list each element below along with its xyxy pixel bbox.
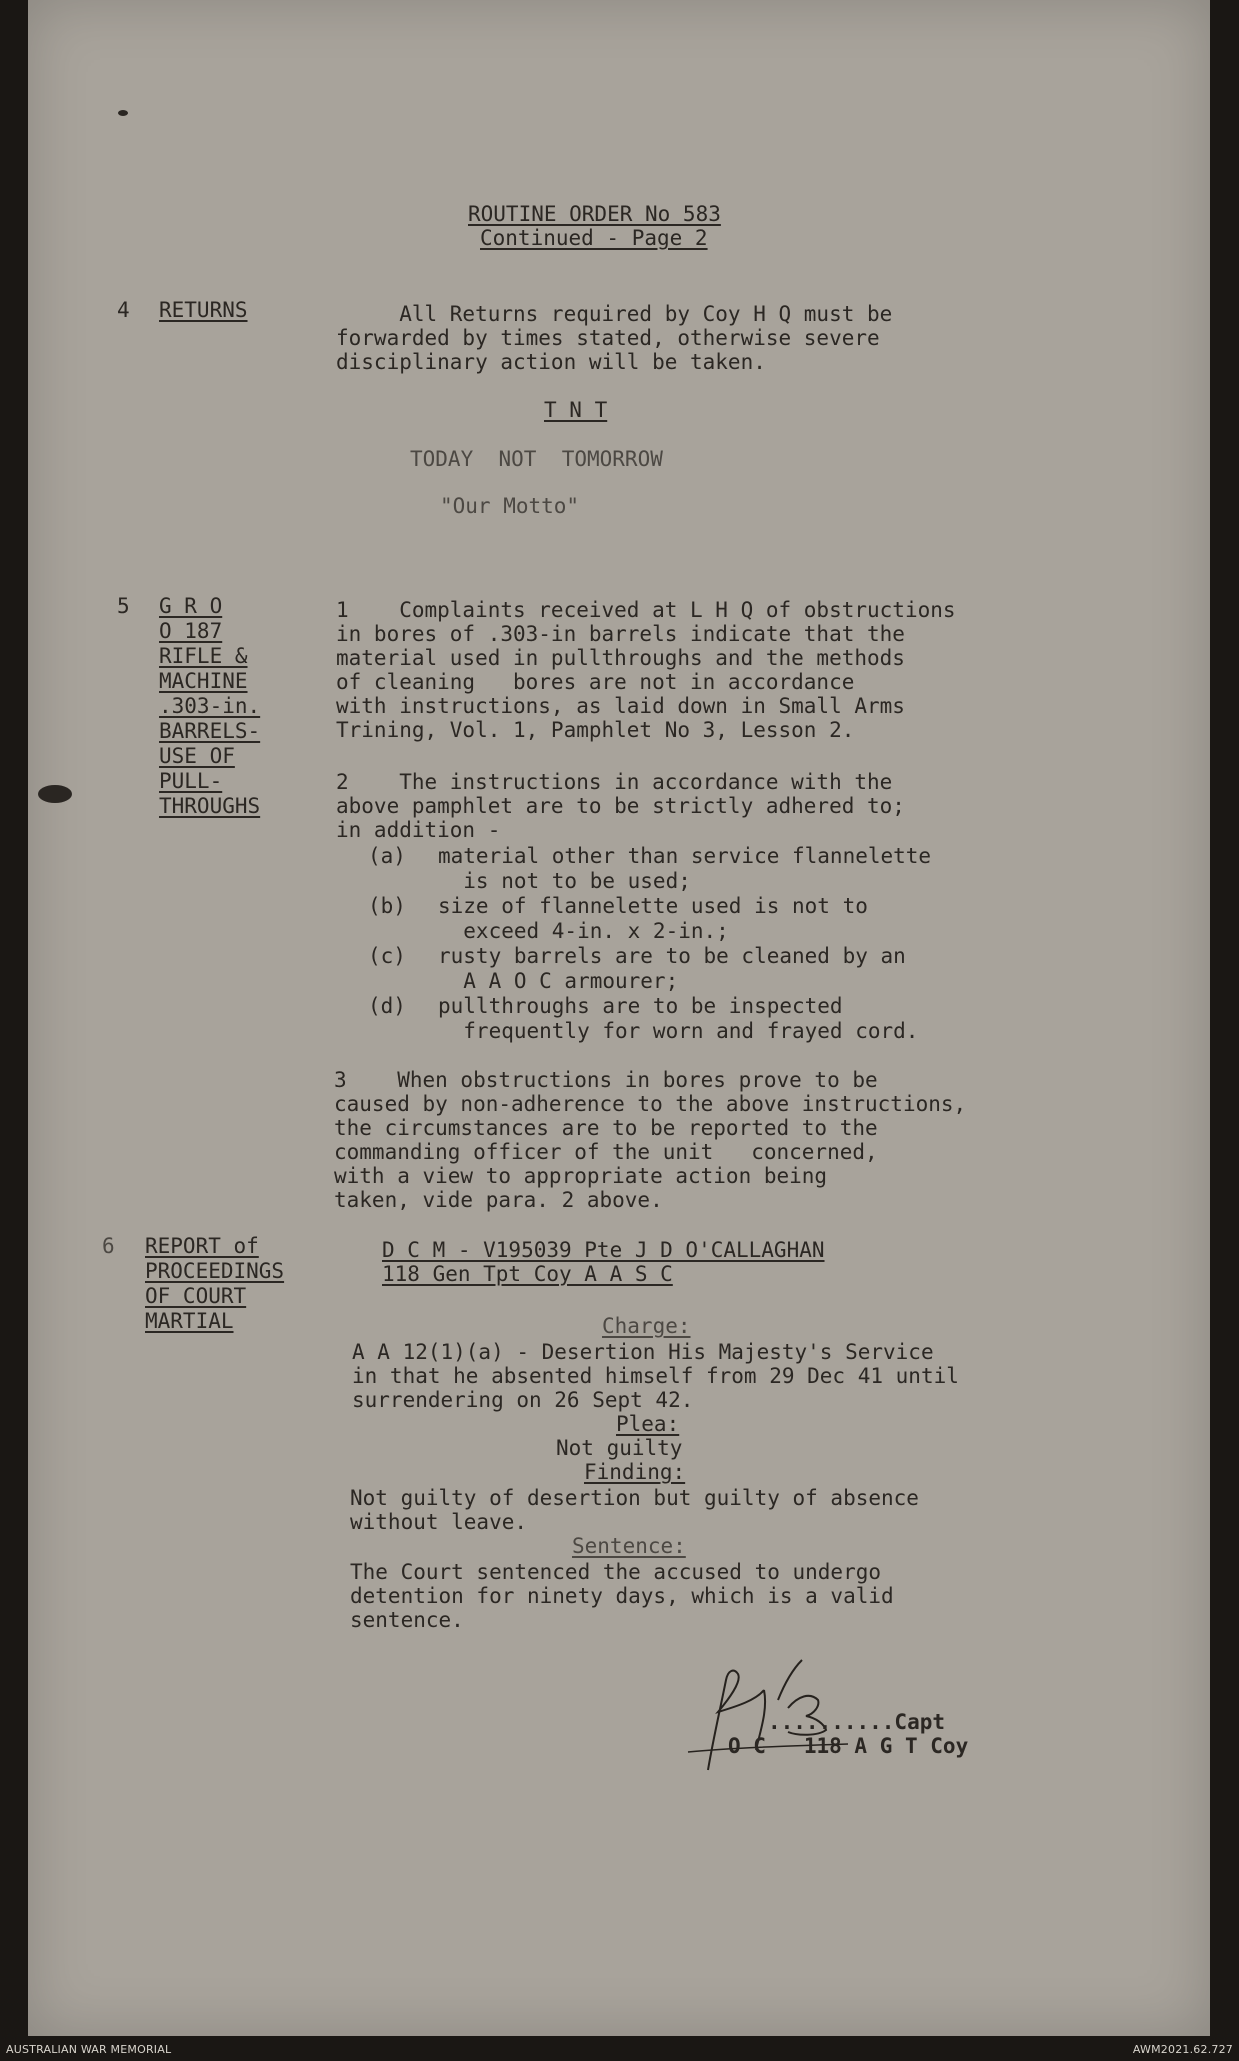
- body-line: material used in pullthroughs and the methods: [336, 646, 905, 670]
- subitem-line: A A O C armourer;: [438, 969, 679, 993]
- heading-line: REPORT of: [145, 1234, 259, 1258]
- heading-line: O 187: [159, 619, 223, 643]
- heading-line: G R O: [159, 594, 223, 618]
- heading-line: MARTIAL: [145, 1309, 234, 1333]
- body-line: caused by non-adherence to the above instructions,: [334, 1092, 967, 1116]
- body-line: the circumstances are to be reported to the: [334, 1116, 878, 1140]
- item-4-number: 4: [117, 298, 130, 322]
- sentence-line: sentence.: [350, 1608, 464, 1632]
- signature-rank: ..........Capt: [768, 1710, 946, 1734]
- item-5-number: 5: [117, 594, 130, 618]
- footer-right: AWM2021.62.727: [1132, 2043, 1233, 2056]
- charge-line: surrendering on 26 Sept 42.: [352, 1388, 694, 1412]
- tnt-heading: T N T: [544, 398, 608, 422]
- footer-left: AUSTRALIAN WAR MEMORIAL: [6, 2043, 172, 2056]
- heading-line: USE OF: [159, 744, 235, 768]
- heading-line: .303-in.: [159, 694, 261, 718]
- subitem-label: (b): [368, 894, 406, 918]
- tnt-expansion: TODAY NOT TOMORROW: [410, 447, 663, 471]
- body-line: with instructions, as laid down in Small Arms: [336, 694, 905, 718]
- subitem-line: is not to be used;: [438, 869, 691, 893]
- ink-mark: [118, 110, 128, 116]
- body-line: in bores of .303-in barrels indicate that the: [336, 622, 905, 646]
- body-line: taken, vide para. 2 above.: [334, 1188, 663, 1212]
- case-title: D C M - V195039 Pte J D O'CALLAGHAN: [382, 1238, 825, 1262]
- charge-line: in that he absented himself from 29 Dec 41 until: [352, 1364, 959, 1388]
- punch-hole-mark: [38, 785, 72, 803]
- body-line: of cleaning bores are not in accordance: [336, 670, 855, 694]
- body-line: above pamphlet are to be strictly adhered to;: [336, 794, 905, 818]
- page-subtitle: Continued - Page 2: [480, 226, 708, 250]
- subitem-line: exceed 4-in. x 2-in.;: [438, 919, 729, 943]
- page-title: ROUTINE ORDER No 583: [468, 202, 721, 226]
- subitem-label: (c): [368, 944, 406, 968]
- finding-label: Finding:: [584, 1460, 686, 1484]
- subitem-line: pullthroughs are to be inspected: [438, 994, 843, 1018]
- signature-unit: O C 118 A G T Coy: [728, 1734, 969, 1758]
- charge-line: A A 12(1)(a) - Desertion His Majesty's Service: [352, 1340, 934, 1364]
- heading-line: RIFLE &: [159, 644, 248, 668]
- subitem-label: (a): [368, 844, 406, 868]
- sentence-line: The Court sentenced the accused to undergo: [350, 1560, 882, 1584]
- case-unit: 118 Gen Tpt Coy A A S C: [382, 1262, 673, 1286]
- item-4-heading: RETURNS: [159, 298, 248, 322]
- subitem-line: material other than service flannelette: [438, 844, 932, 868]
- sentence-line: detention for ninety days, which is a valid: [350, 1584, 894, 1608]
- subitem-line: rusty barrels are to be cleaned by an: [438, 944, 906, 968]
- subitem-label: (d): [368, 994, 406, 1018]
- heading-line: MACHINE: [159, 669, 248, 693]
- body-line: 3 When obstructions in bores prove to be: [334, 1068, 878, 1092]
- heading-line: PROCEEDINGS: [145, 1259, 285, 1283]
- body-line: with a view to appropriate action being: [334, 1164, 828, 1188]
- heading-line: OF COURT: [145, 1284, 247, 1308]
- item-6-number: 6: [102, 1234, 115, 1258]
- body-line: 2 The instructions in accordance with the: [336, 770, 893, 794]
- body-line: 1 Complaints received at L H Q of obstructions: [336, 598, 956, 622]
- motto: "Our Motto": [440, 494, 580, 518]
- body-line: forwarded by times stated, otherwise severe: [336, 326, 880, 350]
- plea-value: Not guilty: [556, 1436, 683, 1460]
- sentence-label: Sentence:: [572, 1534, 686, 1558]
- subitem-line: size of flannelette used is not to: [438, 894, 868, 918]
- plea-label: Plea:: [616, 1412, 680, 1436]
- body-line: disciplinary action will be taken.: [336, 350, 766, 374]
- finding-line: Not guilty of desertion but guilty of absence: [350, 1486, 919, 1510]
- body-line: All Returns required by Coy H Q must be: [336, 302, 893, 326]
- body-line: Trining, Vol. 1, Pamphlet No 3, Lesson 2.: [336, 718, 855, 742]
- document-page: [28, 0, 1210, 2036]
- body-line: commanding officer of the unit concerned,: [334, 1140, 878, 1164]
- body-line: in addition -: [336, 818, 501, 842]
- heading-line: PULL-: [159, 769, 223, 793]
- finding-line: without leave.: [350, 1510, 528, 1534]
- heading-line: THROUGHS: [159, 794, 261, 818]
- heading-line: BARRELS-: [159, 719, 261, 743]
- charge-label: Charge:: [602, 1314, 691, 1338]
- subitem-line: frequently for worn and frayed cord.: [438, 1019, 919, 1043]
